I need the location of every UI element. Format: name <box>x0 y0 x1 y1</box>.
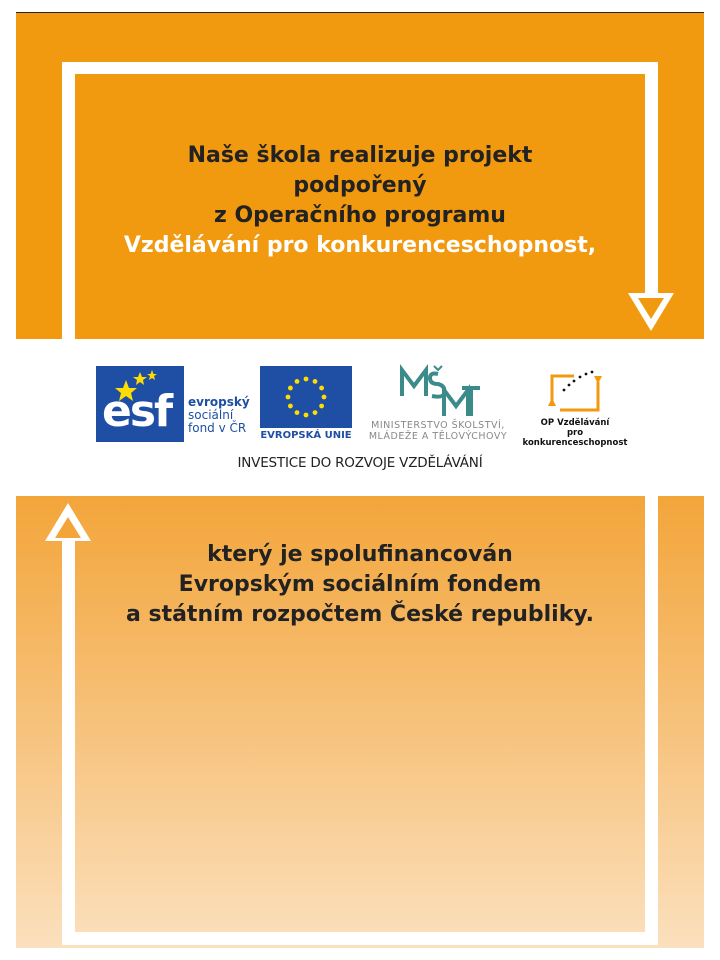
op-logo <box>522 366 628 448</box>
top-message <box>80 141 640 261</box>
top-message-line-2: podpořený <box>293 173 427 198</box>
eu-logo <box>260 366 352 442</box>
msmt-text <box>358 420 518 442</box>
op-text-line-2: pro konkurenceschopnost <box>522 428 628 448</box>
bottom-message <box>80 540 640 630</box>
frame-line-bottom-horizontal <box>62 932 658 945</box>
bottom-message-line-3: a státním rozpočtem České republiky. <box>125 602 595 627</box>
esf-logo <box>96 366 252 442</box>
esf-text-line-2: sociální <box>188 408 234 422</box>
esf-text-line-1: evropský <box>188 395 250 409</box>
top-message-line-1: Naše škola realizuje projekt <box>187 143 533 168</box>
investice-caption: INVESTICE DO ROZVOJE VZDĚLÁVÁNÍ <box>237 455 483 471</box>
msmt-logo <box>358 364 518 444</box>
esf-text-line-3: fond v ČR <box>188 421 247 435</box>
eu-label: EVROPSKÁ UNIE <box>260 430 352 441</box>
esf-text <box>188 396 250 435</box>
arrow-down-icon-inner <box>638 298 664 319</box>
arrow-up-icon-inner <box>55 517 81 538</box>
bottom-message-line-1: který je spolufinancován <box>207 542 513 567</box>
frame-line-top-right-vertical <box>645 62 658 294</box>
frame-line-bottom-left-vertical <box>62 540 75 945</box>
op-text-line-1: OP Vzdělávání <box>540 418 610 428</box>
msmt-text-line-1: MINISTERSTVO ŠKOLSTVÍ, <box>371 420 505 431</box>
frame-line-top-horizontal <box>62 62 658 74</box>
esf-letters: esf <box>102 386 172 437</box>
op-mark-icon <box>522 366 628 416</box>
esf-mark <box>96 366 184 442</box>
eu-flag-icon <box>260 366 352 428</box>
msmt-mark-icon <box>358 364 518 420</box>
eu-stars-icon <box>260 366 352 428</box>
top-message-line-4: Vzdělávání pro konkurenceschopnost, <box>123 233 597 258</box>
bottom-message-line-2: Evropským sociálním fondem <box>178 572 542 597</box>
top-message-line-3: z Operačního programu <box>214 203 506 228</box>
op-text <box>522 418 628 448</box>
msmt-text-line-2: MLÁDEŽE A TĚLOVÝCHOVY <box>368 431 508 442</box>
frame-line-top-left-vertical <box>62 62 75 339</box>
frame-line-bottom-right-vertical <box>645 496 658 945</box>
